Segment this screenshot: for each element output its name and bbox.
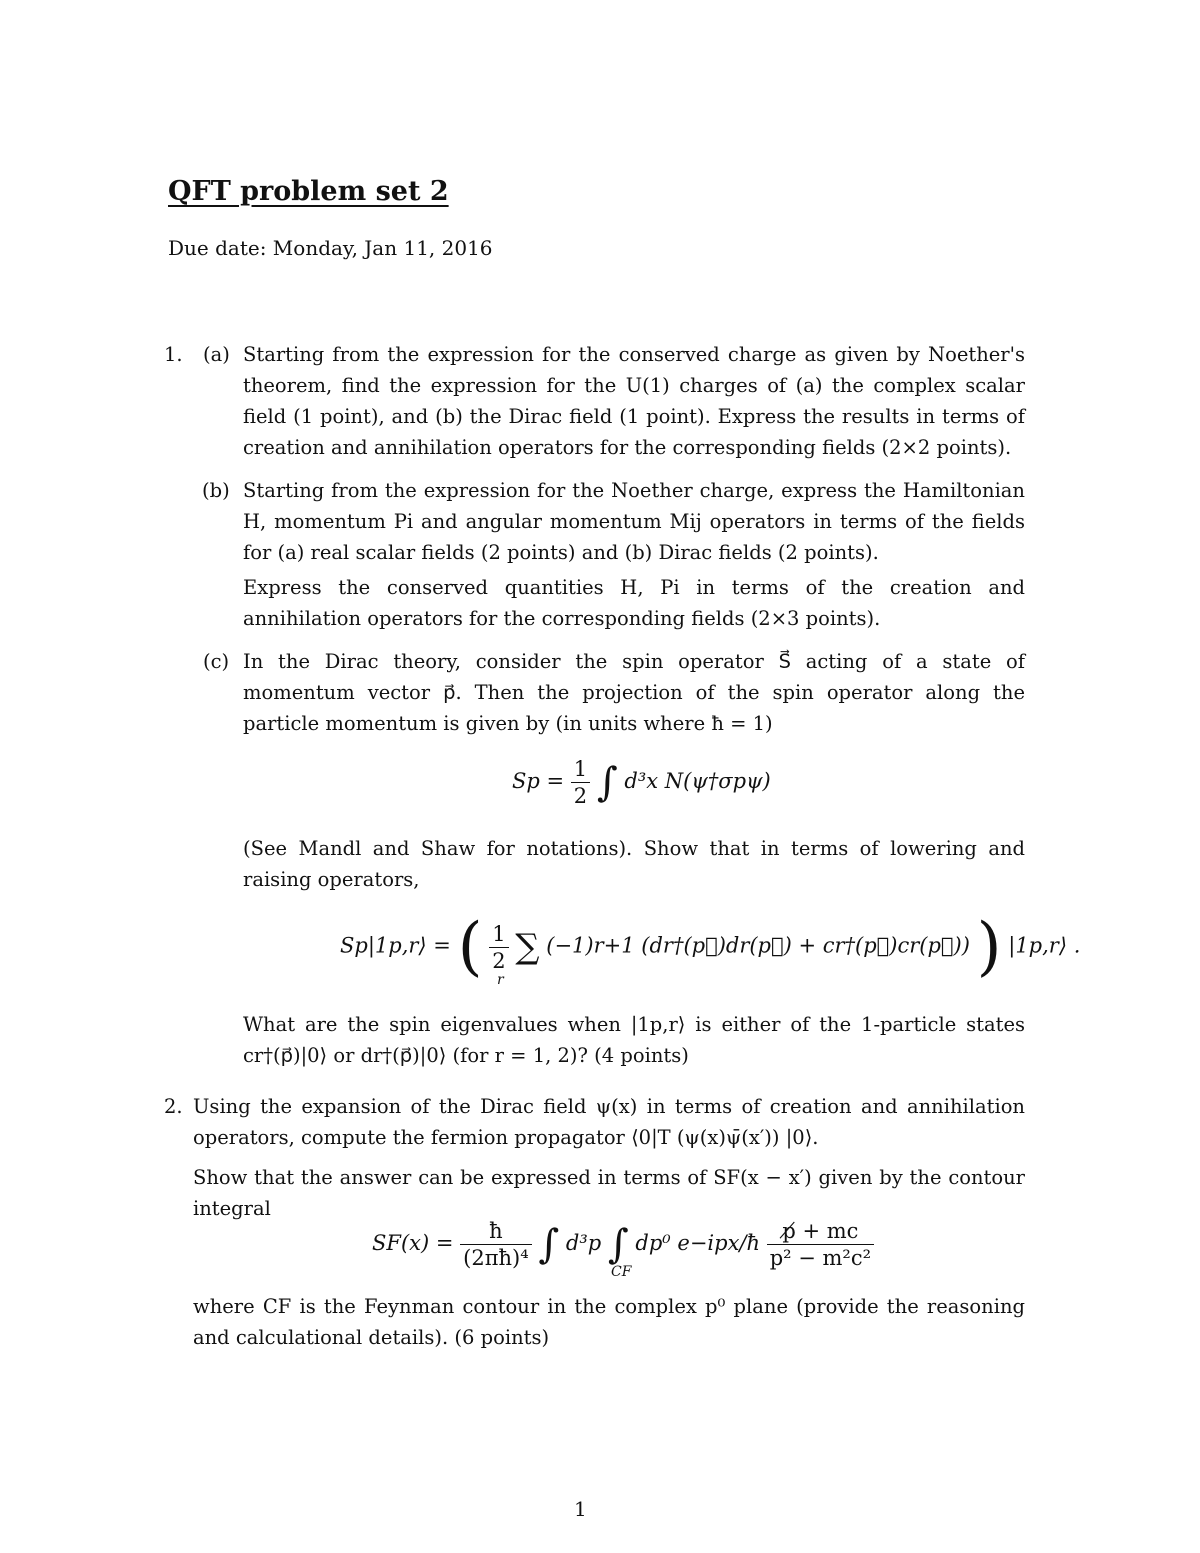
problem-1a-text: Starting from the expression for the conserved charge as given by Noether's theorem, find the expression for the U(1) charges of (a) the complex scalar field (1 point), and (b) the Dirac field (1 point). Express the results in terms of creation and annihilation operators for the corresponding fields (2×2 points).	[243, 343, 1025, 459]
eq-fraction-num: 1	[571, 756, 590, 783]
due-date: Due date: Monday, Jan 11, 2016	[168, 236, 493, 260]
contour-subscript: CF	[611, 1264, 632, 1280]
eq3-fraction-2-den: p² − m²c²	[769, 1246, 872, 1270]
eq3-mid: d³p	[565, 1231, 602, 1255]
eq3-fraction-1	[460, 1218, 532, 1271]
equation-spin-projection	[512, 756, 771, 809]
integral-sign-2: ∫	[607, 1221, 629, 1268]
eq3-lhs: SF(x) =	[372, 1231, 454, 1255]
eq3-fraction-1-num: ħ	[460, 1218, 532, 1245]
eq2-body: (−1)r+1 (dr†(p⃗)dr(p⃗) + cr†(p⃗)cr(p⃗))	[546, 933, 970, 958]
integral-sign: ∫	[596, 759, 618, 806]
problem-2-text: Using the expansion of the Dirac field ψ(x) in terms of creation and annihilation operators, compute the fermion propagator ⟨0|T (ψ(x)ψ̄(x′)) |0⟩.	[193, 1095, 1025, 1149]
problem-1c-text: In the Dirac theory, consider the spin operator S⃗ acting of a state of momentum vector p⃗. Then the projection of the spin operator along the particle momentum is given by (in units where ħ = 1)	[243, 650, 1025, 735]
eq-rhs: d³x N(ψ†σpψ)	[624, 769, 771, 793]
problem-1b-text-2: Express the conserved quantities H, Pi in terms of the creation and annihilation operators for the corresponding fields (2×3 points).	[243, 576, 1025, 630]
equation-spin-operator	[340, 910, 1080, 984]
eq3-dp: dp⁰ e−ipx/ħ	[635, 1231, 761, 1255]
eq2-fraction	[489, 921, 508, 974]
eq2-lhs: Sp|1p,r⟩ =	[340, 933, 451, 958]
eq3-fraction-2	[767, 1218, 874, 1271]
eq2-tail: |1p,r⟩ .	[1008, 933, 1081, 958]
problem-1a-label: (a)	[203, 343, 230, 366]
eq-fraction	[571, 756, 590, 809]
problem-2-text-2: Show that the answer can be expressed in terms of SF(x − x′) given by the contour integral	[193, 1166, 1025, 1220]
eq-lhs: Sp =	[512, 769, 565, 793]
problem-1c-text-2: (See Mandl and Shaw for notations). Show that in terms of lowering and raising operators,	[243, 837, 1025, 891]
right-paren: )	[976, 910, 1002, 984]
eq3-fraction-2-num: p̸ + mc	[767, 1218, 874, 1245]
problem-2-text-3: where CF is the Feynman contour in the complex p⁰ plane (provide the reasoning and calculational details). (6 points)	[193, 1295, 1025, 1349]
problem-1b-text: Starting from the expression for the Noether charge, express the Hamiltonian H, momentum Pi and angular momentum Mij operators in terms of the fields for (a) real scalar fields (2 points) and (b) Dirac fields (2 points).	[243, 479, 1025, 564]
left-paren: (	[457, 910, 483, 984]
page-number: 1	[574, 1497, 587, 1521]
eq2-fraction-num: 1	[489, 921, 508, 948]
problem-1-number: 1.	[164, 343, 183, 366]
page-title: QFT problem set 2	[168, 176, 449, 207]
eq-fraction-den: 2	[573, 784, 588, 808]
eq2-fraction-den: 2	[492, 948, 506, 973]
problem-1c-label: (c)	[203, 650, 230, 673]
eq3-fraction-1-den: (2πħ)⁴	[463, 1246, 529, 1270]
sum-sign: ∑	[515, 927, 540, 967]
problem-1c-text-3: What are the spin eigenvalues when |1p,r⟩ is either of the 1-particle states cr†(p⃗)|0⟩ or dr†(p⃗)|0⟩ (for r = 1, 2)? (4 points)	[243, 1013, 1025, 1067]
sum-index: r	[497, 972, 504, 988]
problem-2-number: 2.	[164, 1095, 183, 1118]
integral-sign-1: ∫	[538, 1221, 560, 1268]
problem-1b-label: (b)	[202, 479, 230, 502]
